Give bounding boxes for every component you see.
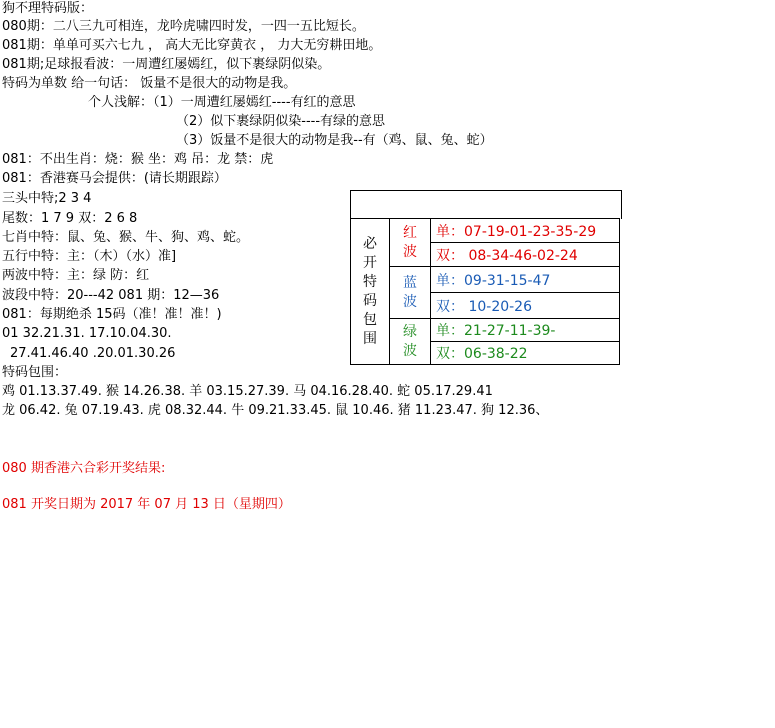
text-line: 081期：单单可买六七九 ， 高大无比穿黄衣 ， 力大无穷耕田地。 xyxy=(2,38,382,53)
text-line: 七肖中特：鼠、兔、猴、牛、狗、鸡、蛇。 xyxy=(2,230,250,245)
text-line: 081期;足球报看波：一周遭红屡嫣红，似下裹绿阴似染。 xyxy=(2,57,331,72)
box-label xyxy=(351,219,390,365)
text-line: 波段中特：20---42 081 期：12—36 xyxy=(2,288,220,303)
text-line: 五行中特：主：（木）（水）准] xyxy=(2,249,177,264)
text-line: （3）饭量不是很大的动物是我--有（鸡、鼠、兔、蛇） xyxy=(176,133,493,148)
red-wave-cell xyxy=(390,219,431,267)
result-heading: 080 期香港六合彩开奖结果: xyxy=(2,461,166,476)
box-label-text: 必开特码包围 xyxy=(363,235,377,347)
text-line: 尾数：1 7 9 双：2 6 8 xyxy=(2,211,138,226)
box-header-frame xyxy=(350,190,622,219)
green-wave-label: 绿波 xyxy=(403,323,417,359)
blue-wave-label: 蓝波 xyxy=(403,274,417,310)
text-line: 27.41.46.40 .20.01.30.26 xyxy=(10,346,176,361)
red-double: 双： 08-34-46-02-24 xyxy=(431,243,620,267)
blue-wave-cell xyxy=(390,267,431,319)
title-line: 狗不理特码版： xyxy=(2,1,94,16)
draw-date: 081 开奖日期为 2017 年 07 月 13 日（星期四） xyxy=(2,497,291,512)
red-wave-label: 红波 xyxy=(403,224,417,260)
red-single: 单：07-19-01-23-35-29 xyxy=(431,219,620,243)
text-line: 特码为单数 给一句话： 饭量不是很大的动物是我。 xyxy=(2,76,297,91)
text-line: 两波中特：主：绿 防：红 xyxy=(2,268,150,283)
text-line: 个人浅解：（1）一周遭红屡嫣红----有红的意思 xyxy=(88,95,356,110)
text-line: 081：不出生肖：烧：猴 坐：鸡 吊：龙 禁：虎 xyxy=(2,152,274,167)
text-line: 081：每期绝杀 15码（准！准！准！) xyxy=(2,307,222,322)
blue-single: 单：09-31-15-47 xyxy=(431,267,620,293)
blue-double: 双： 10-20-26 xyxy=(431,293,620,319)
text-line: （2）似下裹绿阴似染----有绿的意思 xyxy=(176,114,386,129)
text-line: 081：香港赛马会提供：(请长期跟踪） xyxy=(2,171,227,186)
green-wave-cell xyxy=(390,319,431,365)
green-double: 双：06-38-22 xyxy=(431,342,620,365)
text-line: 特码包围： xyxy=(2,365,68,380)
text-line: 龙 06.42. 兔 07.19.43. 虎 08.32.44. 牛 09.21.33.45. 鼠 10.46. 猪 11.23.47. 狗 12.36、 xyxy=(2,403,549,418)
wave-table xyxy=(350,218,620,365)
text-line: 三头中特;2 3 4 xyxy=(2,191,92,206)
green-single: 单：21-27-11-39- xyxy=(431,319,620,342)
text-line: 01 32.21.31. 17.10.04.30. xyxy=(2,326,172,341)
text-line: 鸡 01.13.37.49. 猴 14.26.38. 羊 03.15.27.39. 马 04.16.28.40. 蛇 05.17.29.41 xyxy=(2,384,493,399)
text-line: 080期：二八三九可相连，龙吟虎啸四时发，一四一五比短长。 xyxy=(2,19,365,34)
